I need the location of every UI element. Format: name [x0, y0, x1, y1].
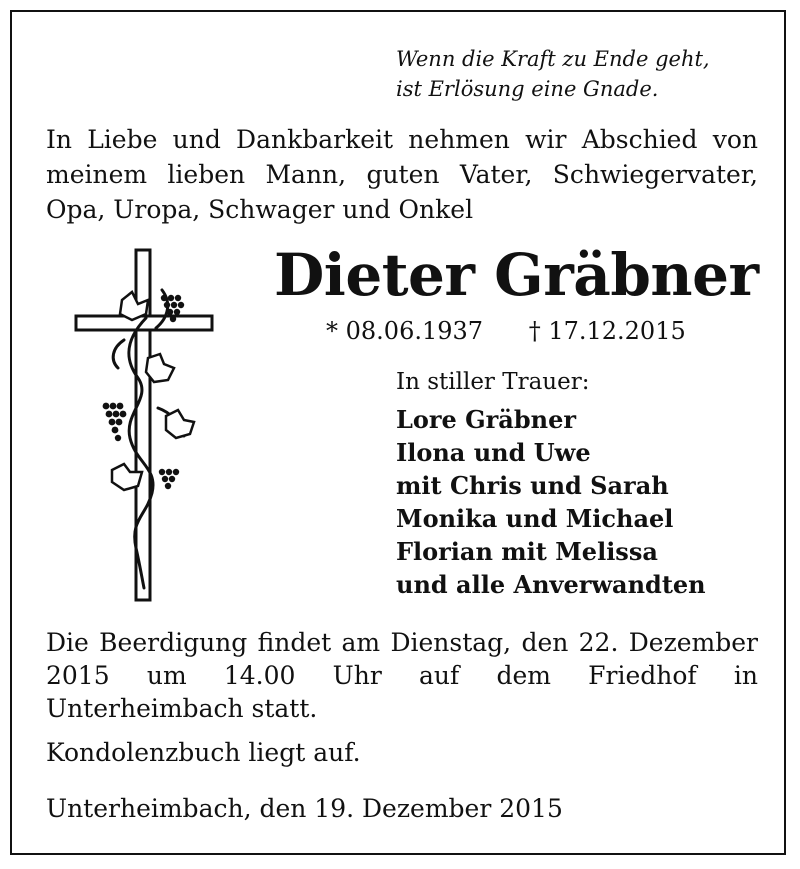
mourner-name: Ilona und Uwe — [396, 438, 591, 467]
motto-quote — [396, 44, 766, 104]
condolence-note: Kondolenzbuch liegt auf. — [46, 738, 361, 767]
obituary-notice — [10, 10, 786, 855]
mourner-name: Lore Gräbner — [396, 405, 576, 434]
mourner-name: und alle Anverwandten — [396, 570, 706, 599]
birth-date: * 08.06.1937 — [326, 317, 484, 345]
mourners-block — [396, 366, 776, 601]
mourner-name: Florian mit Melissa — [396, 537, 658, 566]
place-and-date: Unterheimbach, den 19. Dezember 2015 — [46, 794, 563, 823]
mourner-name: mit Chris und Sarah — [396, 471, 669, 500]
funeral-announcement: Die Beerdigung findet am Dienstag, den 22. Dezember 2015 um 14.00 Uhr auf dem Friedhof in Unterheimbach statt. — [46, 628, 758, 723]
cross-with-grapevine-icon — [72, 248, 222, 604]
death-date: † 17.12.2015 — [528, 317, 686, 345]
deceased-name: Dieter Gräbner — [274, 241, 759, 309]
life-dates — [326, 314, 686, 348]
mourners-label: In stiller Trauer: — [396, 369, 590, 395]
motto-line-1: Wenn die Kraft zu Ende geht, — [396, 47, 710, 71]
motto-line-2: ist Erlösung eine Gnade. — [396, 77, 659, 101]
intro-text: In Liebe und Dankbarkeit nehmen wir Abschied von meinem lieben Mann, guten Vater, Schwiegervater, Opa, Uropa, Schwager und Onkel — [46, 125, 758, 224]
mourner-name: Monika und Michael — [396, 504, 674, 533]
mourners-list — [396, 403, 776, 601]
